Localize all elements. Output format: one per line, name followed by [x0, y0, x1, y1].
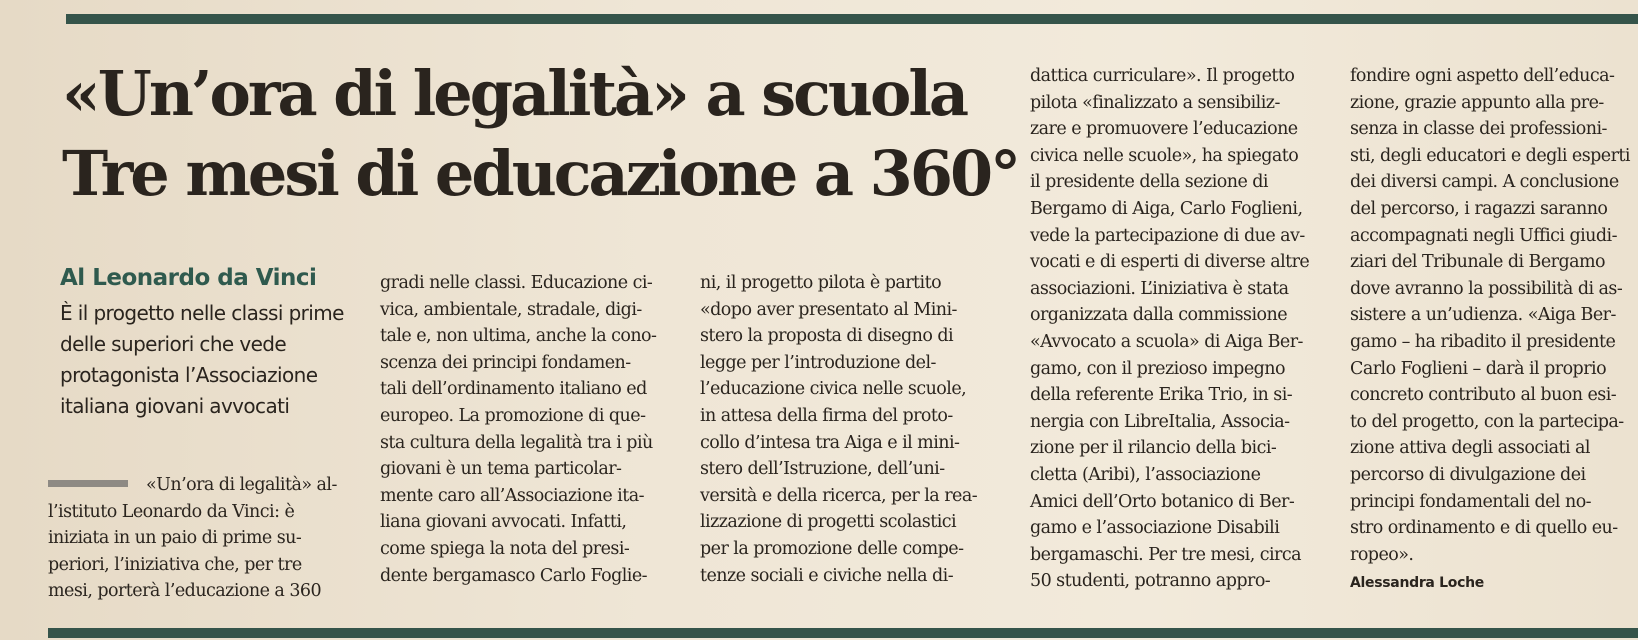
column-line: principi fondamentali del no-: [1350, 491, 1592, 512]
column-line: stero la proposta di disegno di: [700, 326, 954, 347]
column-line: gradi nelle classi. Educazione ci-: [380, 273, 653, 293]
column-line: percorso di divulgazione dei: [1350, 464, 1586, 485]
column-line: ni, il progetto pilota è partito: [700, 273, 942, 293]
column-line: scenza dei principi fondamen-: [380, 352, 631, 373]
column-line: «Avvocato a scuola» di Aiga Ber-: [1030, 331, 1303, 352]
column-line: giovani è un tema particolar-: [380, 459, 622, 480]
paragraph-marker: [48, 480, 128, 487]
column-line: periori, l’iniziativa che, per tre: [48, 554, 302, 575]
column-line: stero dell’Istruzione, dell’uni-: [700, 459, 945, 480]
column-line: civica nelle scuole», ha spiegato: [1030, 145, 1299, 166]
column-line: il presidente della sezione di: [1030, 172, 1268, 193]
column-line: nergia con LibreItalia, Associa-: [1030, 411, 1290, 432]
article-column-1: [48, 472, 360, 605]
column-line: senza in classe dei professioni-: [1350, 119, 1607, 140]
column-line: Bergamo di Aiga, Carlo Foglieni,: [1030, 198, 1303, 219]
column-line: legge per l’introduzione del-: [700, 352, 936, 373]
column-line: «dopo aver presentato al Mini-: [700, 299, 957, 320]
column-line: l’istituto Leonardo da Vinci: è: [48, 501, 295, 522]
column-line: sistere a un’udienza. «Aiga Ber-: [1350, 305, 1616, 326]
column-line: vica, ambientale, stradale, digi-: [380, 299, 642, 320]
column-line: 50 studenti, potranno appro-: [1030, 571, 1271, 592]
column-line: come spiega la nota del presi-: [380, 538, 630, 559]
author-byline: Alessandra Loche: [1350, 575, 1484, 592]
column-line: cletta (Aribi), l’associazione: [1030, 464, 1261, 485]
column-line: to del progetto, con la partecipa-: [1350, 411, 1624, 432]
column-line: gamo – ha ribadito il presidente: [1350, 331, 1616, 352]
column-line: concreto contributo al buon esi-: [1350, 385, 1617, 406]
column-line: tenze sociali e civiche nella di-: [700, 565, 954, 586]
article-column-2: [380, 270, 685, 589]
column-line: mente caro all’Associazione ita-: [380, 485, 644, 506]
column-line: ziari del Tribunale di Bergamo: [1350, 252, 1606, 273]
top-rule: [66, 14, 1638, 24]
column-line: [48, 472, 360, 499]
column-line: l’educazione civica nelle scuole,: [700, 379, 967, 400]
column-line: dove avranno la possibilità di as-: [1350, 278, 1623, 299]
column-line: dente bergamasco Carlo Foglie-: [380, 565, 648, 586]
kicker: Al Leonardo da Vinci: [60, 265, 317, 291]
column-line: lizzazione di progetti scolastici: [700, 512, 957, 533]
column-line: vocati e di esperti di diverse altre: [1030, 252, 1310, 273]
summary-line: protagonista l’Associazione: [60, 363, 318, 387]
column-line: associazioni. L’iniziativa è stata: [1030, 278, 1289, 299]
column-line: tali dell’ordinamento italiano ed: [380, 379, 647, 400]
column-line: zione attiva degli associati al: [1350, 438, 1590, 459]
column-line: sta cultura della legalità tra i più: [380, 432, 653, 453]
summary: [60, 298, 360, 422]
column-line: liana giovani avvocati. Infatti,: [380, 512, 627, 533]
column-line: collo d’intesa tra Aiga e il mini-: [700, 432, 960, 453]
column-line: Amici dell’Orto botanico di Ber-: [1030, 491, 1295, 512]
column-line: zare e promuovere l’educazione: [1030, 119, 1298, 140]
column-line: Carlo Foglieni – darà il proprio: [1350, 358, 1607, 379]
column-line: accompagnati negli Uffici giudi-: [1350, 225, 1617, 246]
summary-line: delle superiori che vede: [60, 332, 287, 356]
column-line: stro ordinamento e di quello eu-: [1350, 518, 1618, 539]
column-line: sti, degli educatori e degli esperti: [1350, 145, 1630, 166]
column-line: versità e della ricerca, per la rea-: [700, 485, 978, 506]
article-column-5: [1350, 63, 1635, 597]
column-line: organizzata dalla commissione: [1030, 305, 1288, 326]
column-line: in attesa della firma del proto-: [700, 405, 953, 426]
column-line: fondire ogni aspetto dell’educa-: [1350, 66, 1615, 86]
summary-line: È il progetto nelle classi prime: [60, 301, 344, 325]
column-line: gamo e l’associazione Disabili: [1030, 518, 1280, 539]
column-line: del percorso, i ragazzi saranno: [1350, 198, 1608, 219]
column-line: tale e, non ultima, anche la cono-: [380, 326, 657, 347]
column-line-text: «Un’ora di legalità» al-: [146, 475, 337, 495]
summary-line: italiana giovani avvocati: [60, 394, 290, 418]
column-line: dattica curriculare». Il progetto: [1030, 66, 1295, 86]
column-line: dei diversi campi. A conclusione: [1350, 172, 1619, 193]
headline-line-2: Tre mesi di educazione a 360°: [62, 137, 1019, 210]
column-line: per la promozione delle compe-: [700, 538, 964, 559]
column-line: europeo. La promozione di que-: [380, 405, 646, 426]
headline-line-1: «Un’ora di legalità» a scuola: [62, 57, 967, 130]
column-line: iniziata in un paio di prime su-: [48, 528, 302, 549]
column-line: pilota «finalizzato a sensibiliz-: [1030, 92, 1280, 113]
column-line: zione per il rilancio della bici-: [1030, 438, 1277, 459]
column-line: della referente Erika Trio, in si-: [1030, 385, 1293, 406]
bottom-rule: [48, 628, 1638, 638]
column-line: ropeo».: [1350, 544, 1414, 565]
column-line: gamo, con il prezioso impegno: [1030, 358, 1285, 379]
column-line: mesi, porterà l’educazione a 360: [48, 581, 322, 602]
article-column-3: [700, 270, 1000, 589]
column-line: zione, grazie appunto alla pre-: [1350, 92, 1604, 113]
column-line: vede la partecipazione di due av-: [1030, 225, 1305, 246]
column-line: bergamaschi. Per tre mesi, circa: [1030, 544, 1302, 565]
article-column-4: [1030, 63, 1325, 595]
